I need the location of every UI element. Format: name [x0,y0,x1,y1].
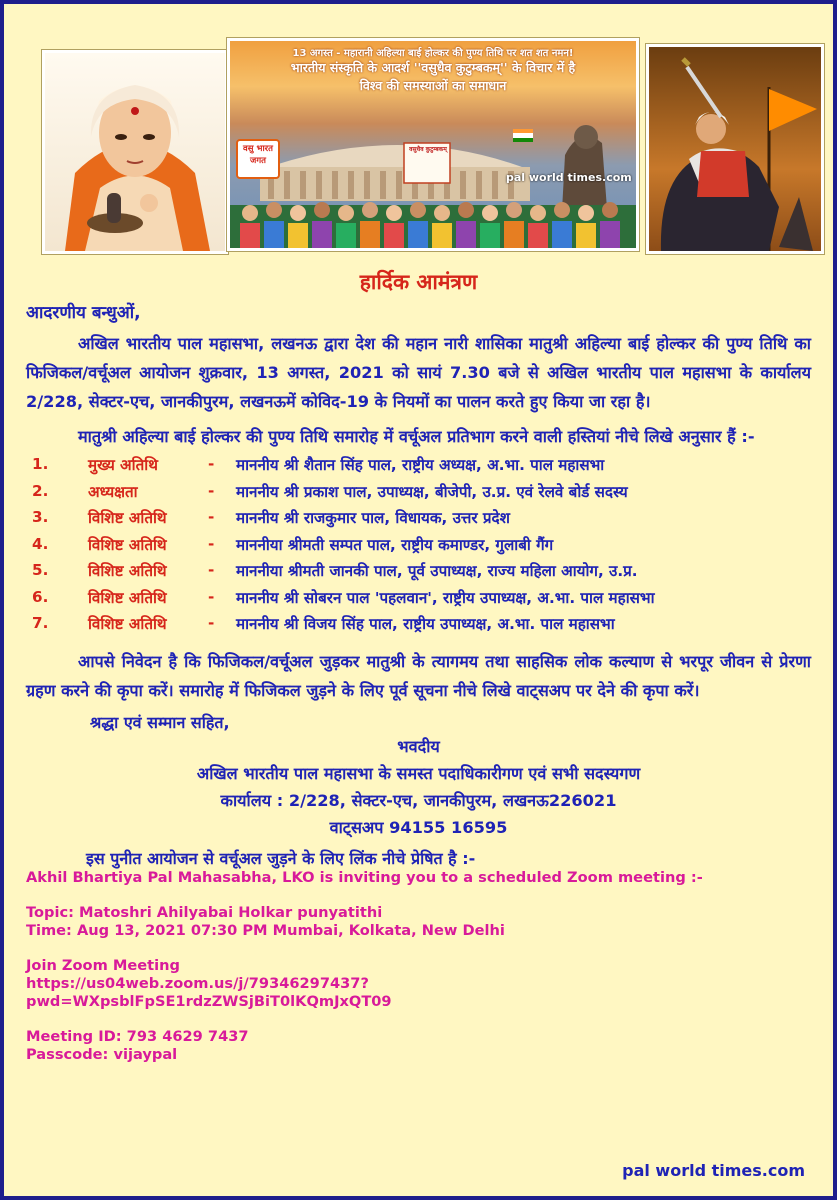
vasu-bharat-badge: वसु भारत जगत [236,139,280,179]
regards-line: श्रद्धा एवं सम्मान सहित, [90,712,230,732]
list-item [4,482,833,509]
guest-number: 4. [32,534,49,553]
guest-number: 2. [32,481,49,500]
intro-paragraph: अखिल भारतीय पाल महासभा, लखनऊ द्वारा देश की महान नारी शासिका मातुश्री अहिल्या बाई होल्कर की पुण्य तिथि का फिजिकल/वर्चूअल आयोजन शुक्रवार, 13 अगस्त, 2021 को सायं 7.30 बजे से अखिल भारतीय पाल महासभा के कार्यालय 2/228, सेक्टर-एच, जानकीपुरम, लखनऊमें कोविद-19 के नियमों का पालन करते हुए किया जा रहा है। [26,334,811,411]
banner-line-2: भारतीय संस्कृति के आदर्श ''वसुधैव कुटुम्बकम्'' के विचार में है [290,60,576,75]
zoom-meeting-link[interactable] [26,975,833,1011]
invitation-body [4,262,833,1064]
list-item [4,455,833,482]
zoom-join-label: Join Zoom Meeting [26,956,180,974]
guest-name: माननीय श्री शैतान सिंह पाल, राष्ट्रीय अध्यक्ष, अ.भा. पाल महासभा [236,456,605,474]
guest-number: 5. [32,561,49,579]
sign-line-2: अखिल भारतीय पाल महासभा के समस्त पदाधिकारीगण एवं सभी सदस्यगण [196,763,641,783]
guest-role: विशिष्ट अतिथि [88,615,167,633]
guest-separator: - [208,455,215,473]
list-item [4,561,833,588]
guest-name: माननीय श्री सोबरन पाल 'पहलवान', राष्ट्रीय उपाध्यक्ष, अ.भा. पाल महासभा [236,588,655,607]
salutation: आदरणीय बन्धुओं, [26,303,141,323]
guest-role: अध्यक्षता [88,482,138,501]
guest-number: 7. [32,614,49,632]
guest-name: माननीया श्रीमती सम्पत पाल, राष्ट्रीय कमाण्डर, गुलाबी गैंग [236,535,554,554]
sign-line-4: वाट्सअप 94155 16595 [329,817,508,837]
list-item [4,614,833,641]
request-paragraph: आपसे निवेदन है कि फिजिकल/वर्चूअल जुड़कर मातुश्री के त्यागमय तथा साहसिक लोक कल्याण से भरपूर जीवन से प्रेरणा ग्रहण करने की कृपा करें। समारोह में फिजिकल जुड़ने के लिए पूर्व सूचना नीचे लिखे वाट्सअप पर देने की कृपा करें। [26,651,811,700]
banner-watermark: pal world times.com [506,171,632,184]
ahilyabai-portrait-image [42,50,228,254]
zoom-time: Time: Aug 13, 2021 07:30 PM Mumbai, Kolkata, New Delhi [26,921,505,939]
footer-brand: pal world times.com [622,1161,805,1180]
guest-role: विशिष्ट अतिथि [88,588,167,607]
guest-separator: - [208,534,215,553]
zoom-passcode: Passcode: vijaypal [26,1045,178,1063]
guest-name: माननीय श्री प्रकाश पाल, उपाध्यक्ष, बीजेपी, उ.प्र. एवं रेलवे बोर्ड सदस्य [236,482,628,501]
guests-intro-paragraph: मातुश्री अहिल्या बाई होल्कर की पुण्य तिथि समारोह में वर्चूअल प्रतिभाग करने वाली हस्तियां नीचे लिखे अनुसार हैं :- [78,427,755,446]
list-item [4,508,833,535]
vasudhaiva-logo: वसुधैव कुटुम्बकम् [409,146,447,153]
banner-line-1: 13 अगस्त - महारानी अहिल्या बाई होल्कर की पुण्य तिथि पर शत शत नमन! [292,48,574,59]
signature-block [4,733,833,841]
guest-separator: - [208,508,215,526]
guest-number: 1. [32,455,49,473]
sign-line-3: कार्यालय : 2/228, सेक्टर-एच, जानकीपुरम, लखनऊ226021 [220,790,617,810]
guest-separator: - [208,481,215,500]
page-title: हार्दिक आमंत्रण [359,270,478,294]
guest-list [4,455,833,641]
guest-separator: - [208,561,215,579]
guest-role: मुख्य अतिथि [88,456,158,474]
guest-name: माननीय श्री राजकुमार पाल, विधायक, उत्तर प्रदेश [236,509,510,527]
link-intro: इस पुनीत आयोजन से वर्चूअल जुड़ने के लिए लिंक नीचे प्रेषित है :- [86,848,476,868]
zoom-url-line-1[interactable]: https://us04web.zoom.us/j/79346297437? [26,974,369,992]
guest-number: 3. [32,508,49,526]
zoom-invite-line: Akhil Bhartiya Pal Mahasabha, LKO is inviting you to a scheduled Zoom meeting :- [26,868,703,886]
list-item [4,588,833,615]
guest-separator: - [208,587,215,606]
zoom-topic: Topic: Matoshri Ahilyabai Holkar punyatithi [26,903,383,921]
zoom-meeting-id: Meeting ID: 793 4629 7437 [26,1027,249,1045]
guest-role: विशिष्ट अतिथि [88,509,167,527]
zoom-details [26,869,833,1064]
guest-number: 6. [32,587,49,606]
guest-role: विशिष्ट अतिथि [88,535,167,554]
list-item [4,535,833,562]
image-header [4,4,833,264]
banner-line-3: विश्व की समस्याओं का समाधान [359,78,507,93]
parliament-banner-image [227,38,639,251]
guest-name: माननीया श्रीमती जानकी पाल, पूर्व उपाध्यक्ष, राज्य महिला आयोग, उ.प्र. [236,562,638,580]
zoom-url-line-2[interactable]: pwd=WXpsblFpSE1rdzZWSjBiT0lKQmJxQT09 [26,992,392,1010]
guest-separator: - [208,614,215,632]
sign-line-1: भवदीय [397,736,440,756]
warrior-queen-image [646,44,824,254]
guest-role: विशिष्ट अतिथि [88,562,167,580]
guest-name: माननीय श्री विजय सिंह पाल, राष्ट्रीय उपाध्यक्ष, अ.भा. पाल महासभा [236,615,615,633]
